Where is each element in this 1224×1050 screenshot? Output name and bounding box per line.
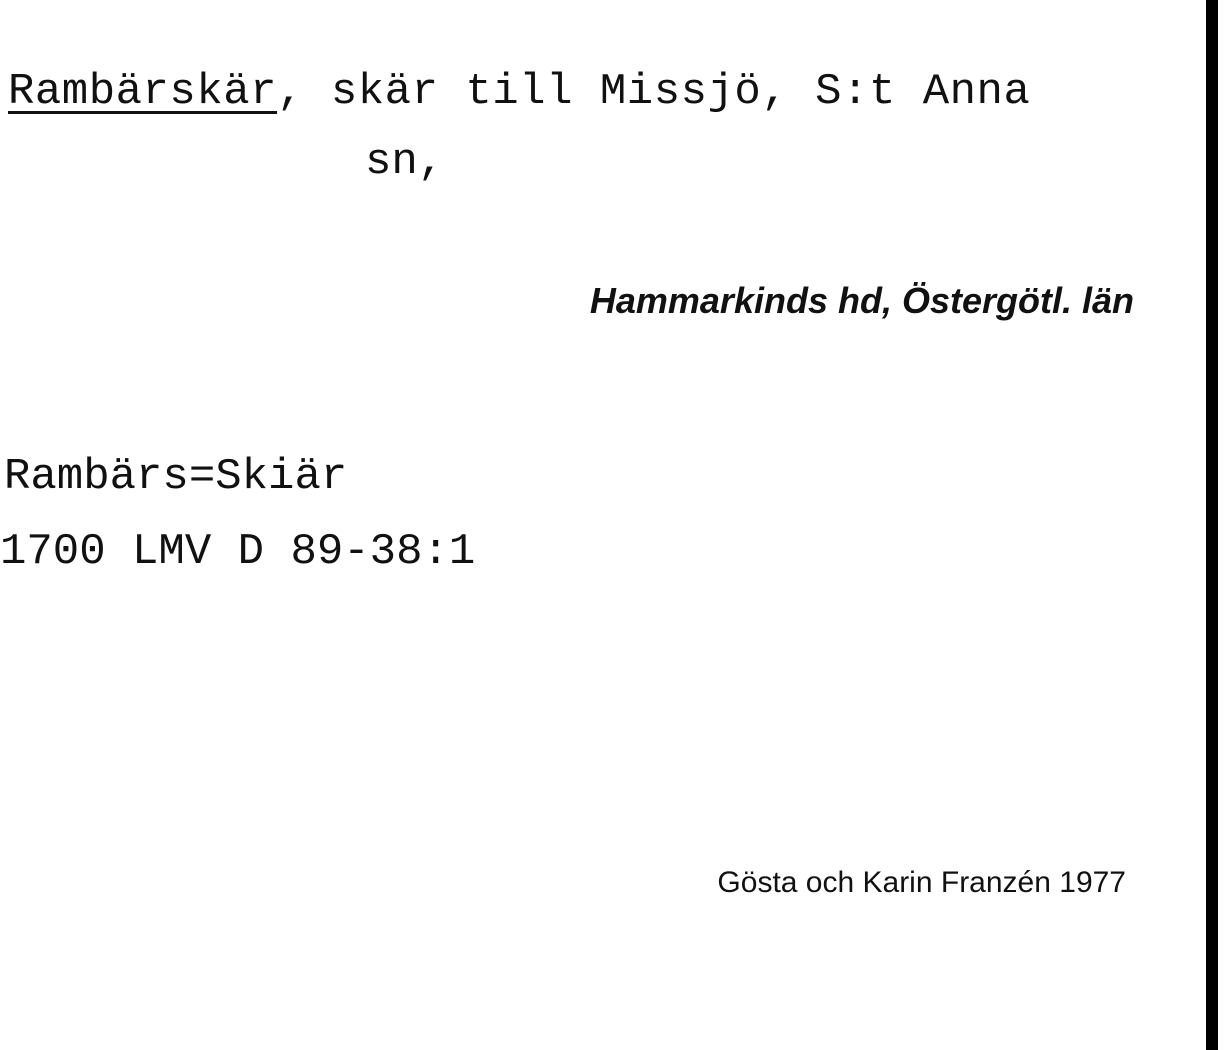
entry-line — [8, 67, 1031, 117]
card-edge-border — [1206, 0, 1218, 1050]
headword: Rambärskär — [8, 67, 278, 117]
entry-description: , skär till Missjö, S:t Anna — [277, 67, 1031, 117]
variant-form: Rambärs=Skiär — [4, 452, 348, 502]
district-label: Hammarkinds hd, Östergötl. län — [589, 280, 1134, 321]
entry-continuation: sn, — [365, 137, 445, 187]
collector-credit: Gösta och Karin Franzén 1977 — [717, 866, 1126, 899]
source-reference: 1700 LMV D 89-38:1 — [0, 527, 476, 577]
